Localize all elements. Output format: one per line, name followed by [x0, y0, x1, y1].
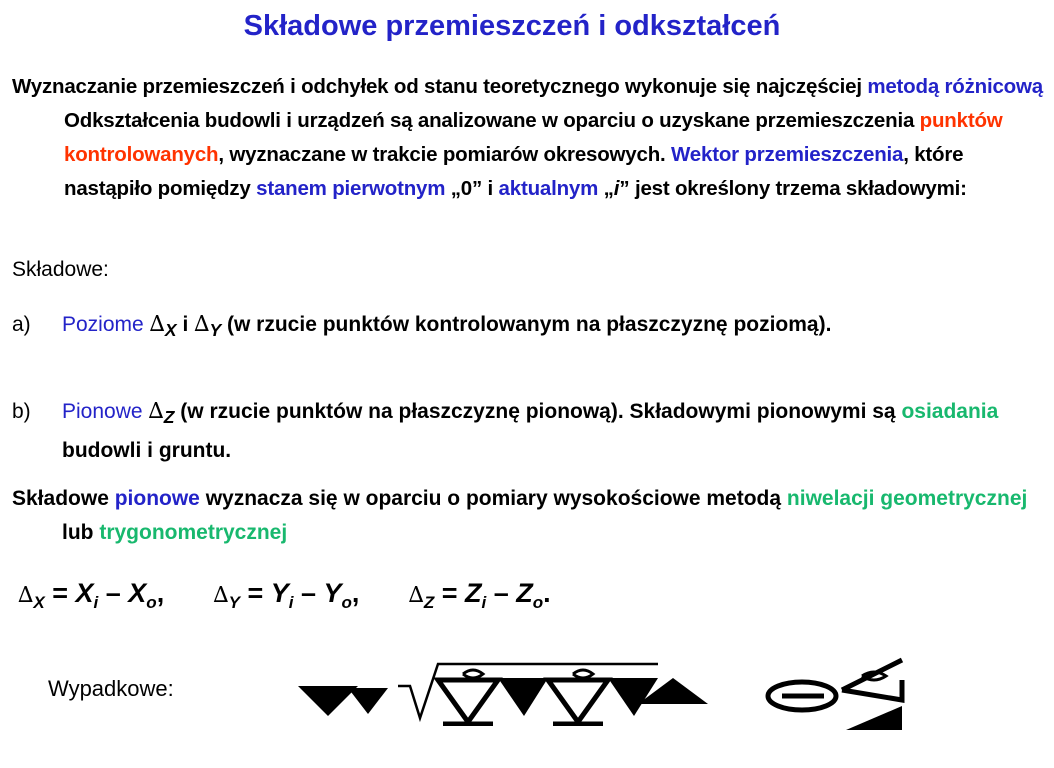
- intro-text-5: „0” i: [445, 177, 499, 200]
- item-b-label: Pionowe: [62, 400, 149, 423]
- formula-delta-y: ∆: [213, 583, 229, 608]
- formula-sub-x: X: [33, 593, 45, 612]
- intro-text-3: , wyznaczane w trakcie pomiarów okresowych.: [218, 143, 672, 166]
- formula-line: [18, 578, 551, 613]
- formula-delta-x: ∆: [18, 583, 34, 608]
- formula-minus: –: [486, 578, 517, 608]
- formula-sub-o: o: [341, 593, 352, 612]
- formula-end: .: [543, 578, 551, 608]
- formula-comma: ,: [156, 578, 165, 608]
- pionowe-paragraph: [12, 482, 1052, 550]
- intro-italic-i: i: [613, 177, 620, 200]
- formula-Y0: Y: [323, 578, 342, 608]
- intro-text-4: , które nastąpiło pomiędzy: [64, 143, 964, 200]
- formula-Z: Z: [465, 578, 482, 608]
- formula-minus: –: [98, 578, 129, 608]
- formula-sub-o: o: [532, 593, 544, 612]
- intro-paragraph: [12, 70, 1054, 206]
- formula-X0: X: [128, 578, 147, 608]
- pionowe-highlight: pionowe: [114, 487, 200, 510]
- list-marker-a: a): [12, 313, 31, 336]
- intro-highlight-stanem: stanem pierwotnym: [256, 177, 446, 200]
- intro-highlight-aktualnym: aktualnym: [498, 177, 599, 200]
- delta-subscript-x: X: [164, 320, 177, 341]
- angle-formula-image: [762, 656, 902, 736]
- item-a-label: Poziome: [62, 313, 150, 336]
- formula-Z0: Z: [516, 578, 533, 608]
- intro-text-7: ” jest określony trzema składowymi:: [619, 177, 967, 200]
- formula-eq: =: [44, 578, 76, 608]
- formula-sub-y: Y: [228, 593, 240, 612]
- item-a-conj: i: [176, 313, 195, 336]
- pionowe-highlight-niwelacji: niwelacji geometrycznej: [786, 487, 1028, 510]
- formula-sub-o: o: [146, 593, 157, 612]
- formula-minus: –: [293, 578, 324, 608]
- list-item-pionowe: [12, 395, 1002, 468]
- item-b-highlight-osiadania: osiadania: [901, 400, 999, 423]
- delta-subscript-z: Z: [163, 407, 175, 428]
- formula-sub-i: i: [93, 593, 99, 612]
- delta-symbol: ∆: [148, 399, 164, 424]
- skladowe-label: Składowe:: [12, 258, 109, 281]
- intro-text-6: „: [598, 177, 614, 200]
- pionowe-text-2: wyznacza się w oparciu o pomiary wysokościowe metodą: [199, 487, 787, 510]
- pionowe-highlight-trygon: trygonometrycznej: [99, 521, 288, 544]
- formula-eq: =: [434, 578, 466, 608]
- delta-symbol: ∆: [194, 312, 210, 337]
- item-b-text-end: budowli i gruntu.: [62, 439, 232, 463]
- formula-sub-i: i: [481, 593, 487, 612]
- list-item-poziome: [12, 308, 1002, 347]
- formula-delta-z: ∆: [408, 583, 424, 608]
- intro-highlight-wektor: Wektor przemieszczenia: [671, 143, 904, 166]
- item-a-text: (w rzucie punktów kontrolowanym na płaszczyznę poziomą).: [221, 313, 832, 336]
- page-title: Składowe przemieszczeń i odkształceń: [243, 10, 781, 42]
- wypadkowe-label: Wypadkowe:: [48, 676, 174, 701]
- item-b-text: (w rzucie punktów na płaszczyznę pionową). Składowymi pionowymi są: [174, 400, 902, 423]
- resultant-formula-image: [288, 656, 718, 736]
- formula-Y: Y: [270, 578, 289, 608]
- formula-eq: =: [239, 578, 271, 608]
- intro-text-2: Odkształcenia budowli i urządzeń są analizowane w oparciu o uzyskane przemieszczenia: [64, 109, 920, 132]
- intro-highlight-metoda: metodą różnicową: [867, 75, 1043, 98]
- list-marker-b: b): [12, 400, 31, 423]
- formula-X: X: [75, 578, 94, 608]
- formula-comma: ,: [351, 578, 360, 608]
- formula-sub-z: Z: [423, 593, 435, 612]
- intro-highlight-punktow: punktów kontrolowanych: [64, 109, 1003, 166]
- pionowe-text-3: lub: [62, 521, 100, 544]
- delta-subscript-y: Y: [209, 320, 222, 341]
- intro-text-1: Wyznaczanie przemieszczeń i odchyłek od stanu teoretycznego wykonuje się najczęściej: [12, 75, 868, 98]
- delta-symbol: ∆: [149, 312, 165, 337]
- pionowe-text-1: Składowe: [12, 487, 115, 510]
- formula-sub-i: i: [288, 593, 294, 612]
